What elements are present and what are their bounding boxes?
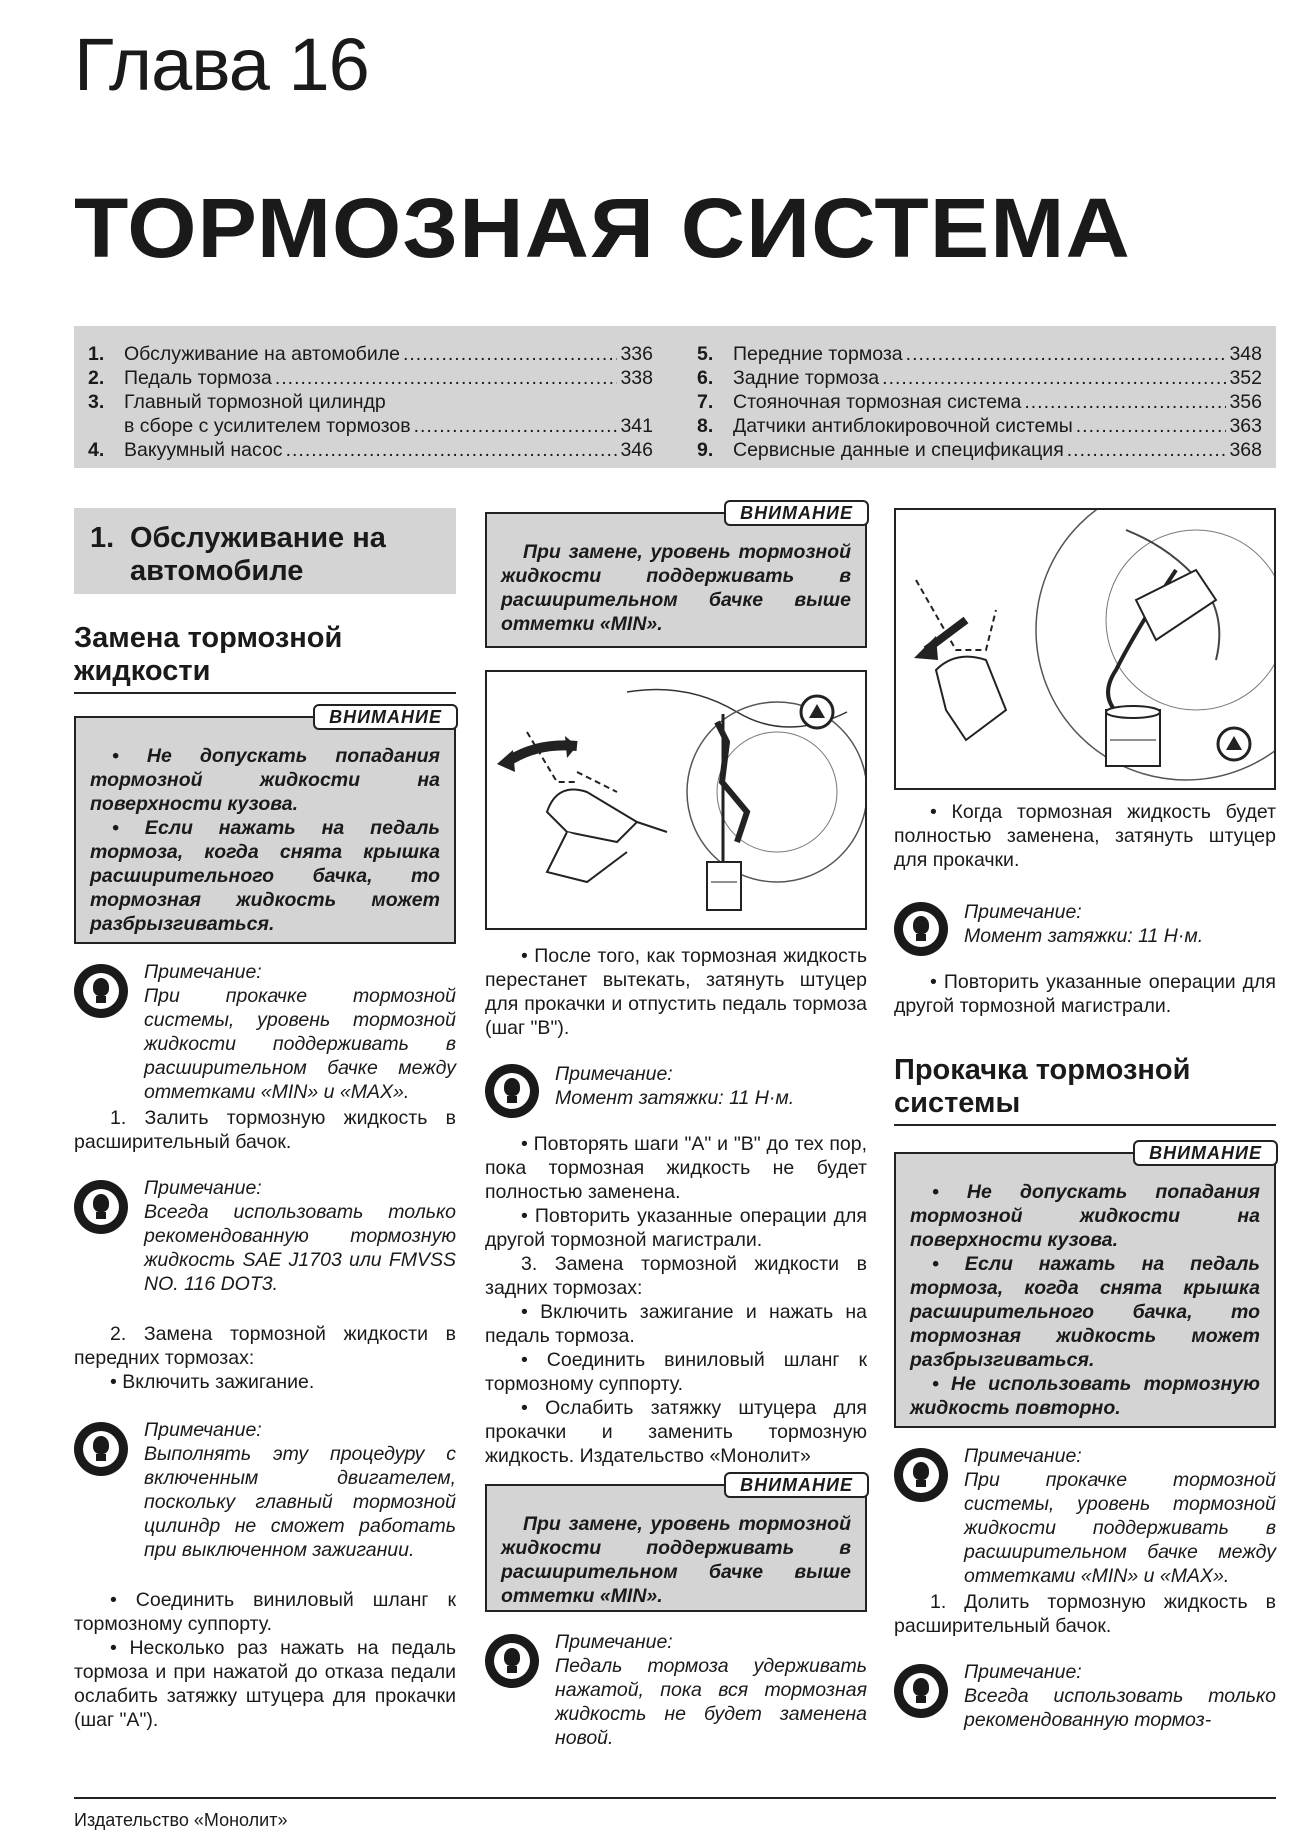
toc-item[interactable]: 5. Передние тормоза ..... 348 xyxy=(697,342,1262,366)
warning-label: ВНИМАНИЕ xyxy=(313,704,458,730)
text-block: • Повторять шаги "А" и "В" до тех пор, пока тормозная жидкость не будет полностью заменена. • Повторить указанные операции для другой тормозной магистрали. 3. Замена тормозной жидкости в задних тормозах: • Включить зажигание и нажать на педаль тормоза. • Соединить виниловый шланг к тормозному суппорту. • Ослабить затяжку штуцера для прокачки и заменить тормозную жидкость. Издательство «Монолит» xyxy=(485,1133,867,1467)
figure-brake-pedal-bleeding xyxy=(485,670,867,930)
warning-label: ВНИМАНИЕ xyxy=(724,500,869,526)
warning-box: ВНИМАНИЕ • Не допускать попадания тормозной жидкости на поверхности кузова. • Если нажать на педаль тормоза, когда снята крышка расширительного бачка, то тормозная жидкость может разбрызгиваться. xyxy=(74,716,456,944)
note-block: Примечание: При прокачке тормозной системы, уровень тормозной жидкости поддерживать в расширительном бачке между отметками «MIN» и «MAX». xyxy=(74,960,456,1104)
text-block: • Повторить указанные операции для другой тормозной магистрали. xyxy=(894,971,1276,1017)
toc-item[interactable]: 4. Вакуумный насос ..... 346 xyxy=(88,438,653,462)
note-block: Примечание: При прокачке тормозной системы, уровень тормозной жидкости поддерживать в расширительном бачке между отметками «MIN» и «MAX». xyxy=(894,1444,1276,1588)
toc-left-column xyxy=(88,342,653,462)
note-block: Примечание: Всегда использовать только рекомендованную тормоз- xyxy=(894,1660,1276,1732)
note-block: Примечание: Момент затяжки: 11 Н·м. xyxy=(894,900,1276,948)
section-title: Обслуживание на автомобиле xyxy=(130,522,386,587)
chapter-title: ТОРМОЗНАЯ СИСТЕМА xyxy=(74,181,1131,275)
toc-item[interactable]: 6. Задние тормоза ..... 352 xyxy=(697,366,1262,390)
text-block: • Соединить виниловый шланг к тормозному суппорту. • Несколько раз нажать на педаль тормоза и при нажатой до отказа педали ослабить затяжку штуцера для прокачки (шаг "А"). xyxy=(74,1589,456,1731)
lightbulb-icon xyxy=(74,1422,128,1476)
warning-label: ВНИМАНИЕ xyxy=(1133,1140,1278,1166)
lightbulb-icon xyxy=(485,1634,539,1688)
lightbulb-icon xyxy=(894,902,948,956)
step-2: 2. Замена тормозной жидкости в передних тормозах: • Включить зажигание. xyxy=(74,1323,456,1393)
toc-item[interactable]: 1. Обслуживание на автомобиле ..... 336 xyxy=(88,342,653,366)
warning-label: ВНИМАНИЕ xyxy=(724,1472,869,1498)
text-block: • Когда тормозная жидкость будет полностью заменена, затянуть штуцер для прокачки. xyxy=(894,801,1276,871)
footer-publisher: Издательство «Монолит» xyxy=(74,1810,288,1830)
note-block: Примечание: Педаль тормоза удерживать нажатой, пока вся тормозная жидкость не будет заменена новой. xyxy=(485,1630,867,1750)
step-1: 1. Долить тормозную жидкость в расширительный бачок. xyxy=(894,1591,1276,1637)
toc-item[interactable]: 9. Сервисные данные и спецификация ..... 368 xyxy=(697,438,1262,462)
step-1: 1. Залить тормозную жидкость в расширительный бачок. xyxy=(74,1107,456,1153)
toc-right-column xyxy=(697,342,1262,462)
footer-divider xyxy=(74,1797,1276,1799)
warning-box: ВНИМАНИЕ При замене, уровень тормозной жидкости поддерживать в расширительном бачке выше отметки «MIN». xyxy=(485,512,867,648)
lightbulb-icon xyxy=(894,1448,948,1502)
subheading-bleed-system: Прокачка тормозной системы xyxy=(894,1054,1276,1126)
subheading-replace-fluid: Замена тормозной жидкости xyxy=(74,622,456,694)
toc-item[interactable]: 3. Главный тормозной цилиндр xyxy=(88,391,386,413)
toc-item[interactable]: 7. Стояночная тормозная система ..... 356 xyxy=(697,390,1262,414)
note-block: Примечание: Момент затяжки: 11 Н·м. xyxy=(485,1062,867,1110)
toc-item[interactable]: 2. Педаль тормоза ..... 338 xyxy=(88,366,653,390)
lightbulb-icon xyxy=(485,1064,539,1118)
note-block: Примечание: Выполнять эту процедуру с включенным двигателем, поскольку главный тормозной цилиндр не сможет работать при выключенном зажигании. xyxy=(74,1418,456,1562)
warning-box: ВНИМАНИЕ При замене, уровень тормозной жидкости поддерживать в расширительном бачке выше отметки «MIN». xyxy=(485,1484,867,1612)
figure-bleeder-hose xyxy=(894,508,1276,790)
chapter-number: Глава 16 xyxy=(74,23,369,106)
lightbulb-icon xyxy=(894,1664,948,1718)
toc-item-continuation[interactable]: в сборе с усилителем тормозов ..... 341 xyxy=(88,414,653,438)
section-number: 1. xyxy=(90,522,115,554)
warning-box: ВНИМАНИЕ • Не допускать попадания тормозной жидкости на поверхности кузова. • Если нажать на педаль тормоза, когда снята крышка расширительного бачка, то тормозная жидкость может разбрызгиваться. • Не использовать тормозную жидкость повторно. xyxy=(894,1152,1276,1428)
lightbulb-icon xyxy=(74,1180,128,1234)
section-heading xyxy=(74,508,456,594)
note-block: Примечание: Всегда использовать только рекомендованную тормозную жидкость SAE J1703 или FMVSS NO. 116 DOT3. xyxy=(74,1176,456,1296)
table-of-contents xyxy=(74,326,1276,468)
text-block: • После того, как тормозная жидкость перестанет вытекать, затянуть штуцер для прокачки и отпустить педаль тормоза (шаг "В"). xyxy=(485,945,867,1039)
toc-item[interactable]: 8. Датчики антиблокировочной системы ..... 363 xyxy=(697,414,1262,438)
lightbulb-icon xyxy=(74,964,128,1018)
